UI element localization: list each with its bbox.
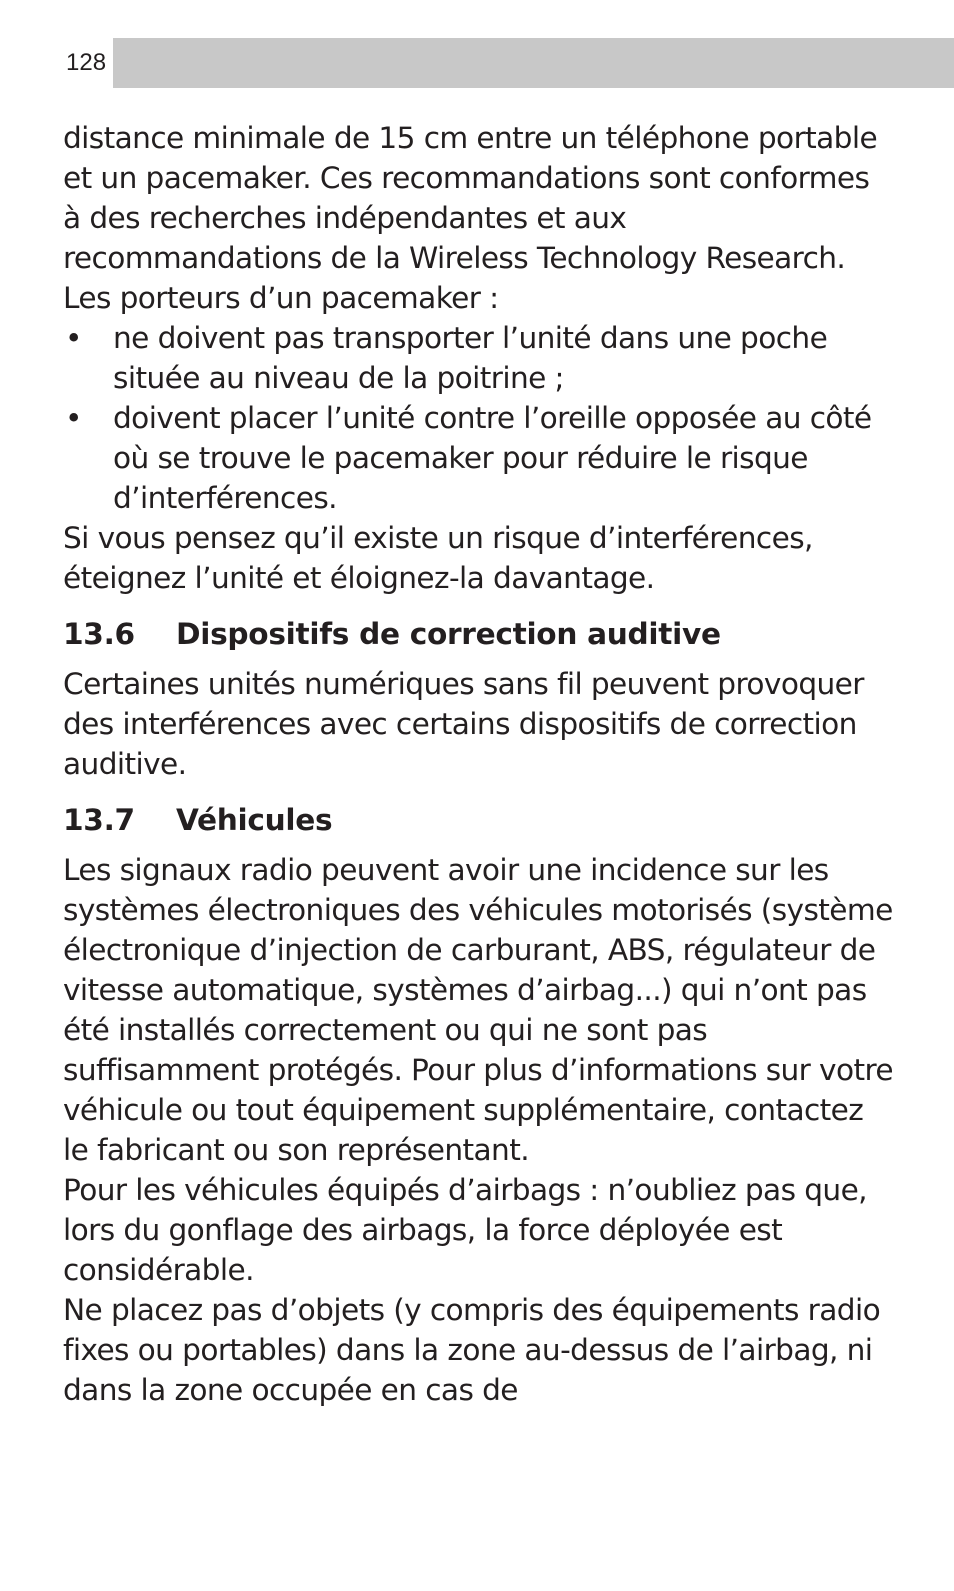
bullet-text: doivent placer l’unité contre l’oreille opposée au côté où se trouve le pacemaker pour réduire le risque d’interférences.: [113, 401, 872, 515]
bullet-text: ne doivent pas transporter l’unité dans une poche située au niveau de la poitrine ;: [113, 321, 828, 395]
pacemaker-bullet-list: [63, 318, 893, 518]
section-number: 13.6: [63, 617, 135, 651]
intro-paragraph: distance minimale de 15 cm entre un téléphone portable et un pacemaker. Ces recommandations sont conformes à des recherches indépendantes et aux recommandations de la Wireless Technology Research. Les porteurs d’un pacemaker :: [63, 121, 878, 315]
bullet-item: [63, 398, 893, 518]
page-number: 128: [63, 38, 113, 88]
section-title: Dispositifs de correction auditive: [176, 617, 721, 651]
page-header-bar: [63, 38, 954, 88]
section-number: 13.7: [63, 803, 135, 837]
bullet-dot-icon: •: [65, 401, 82, 435]
page-content: [63, 118, 893, 1410]
section-heading-vehicles: [63, 800, 893, 840]
bullet-dot-icon: •: [65, 321, 82, 355]
section-heading-hearing-aids: [63, 614, 893, 654]
vehicles-paragraph: Les signaux radio peuvent avoir une incidence sur les systèmes électroniques des véhicules motorisés (système électronique d’injection de carburant, ABS, régulateur de vitesse automatique, systèmes d’airbag...) qui n’ont pas été installés correctement ou qui ne sont pas suffisamment protégés. Pour plus d’informations sur votre véhicule ou tout équipement supplémentaire, contactez le fabricant ou son représentant.: [63, 853, 893, 1167]
vehicles-airbag-paragraph: Pour les véhicules équipés d’airbags : n’oubliez pas que, lors du gonflage des airbags, la force déployée est considérable.: [63, 1173, 867, 1287]
hearing-aids-paragraph: Certaines unités numériques sans fil peuvent provoquer des interférences avec certains dispositifs de correction auditive.: [63, 667, 864, 781]
bullet-item: [63, 318, 893, 398]
section-title: Véhicules: [176, 803, 333, 837]
vehicles-objects-paragraph: Ne placez pas d’objets (y compris des équipements radio fixes ou portables) dans la zone au-dessus de l’airbag, ni dans la zone occupée en cas de: [63, 1293, 881, 1407]
intro-closing-paragraph: Si vous pensez qu’il existe un risque d’interférences, éteignez l’unité et éloignez-la davantage.: [63, 521, 813, 595]
